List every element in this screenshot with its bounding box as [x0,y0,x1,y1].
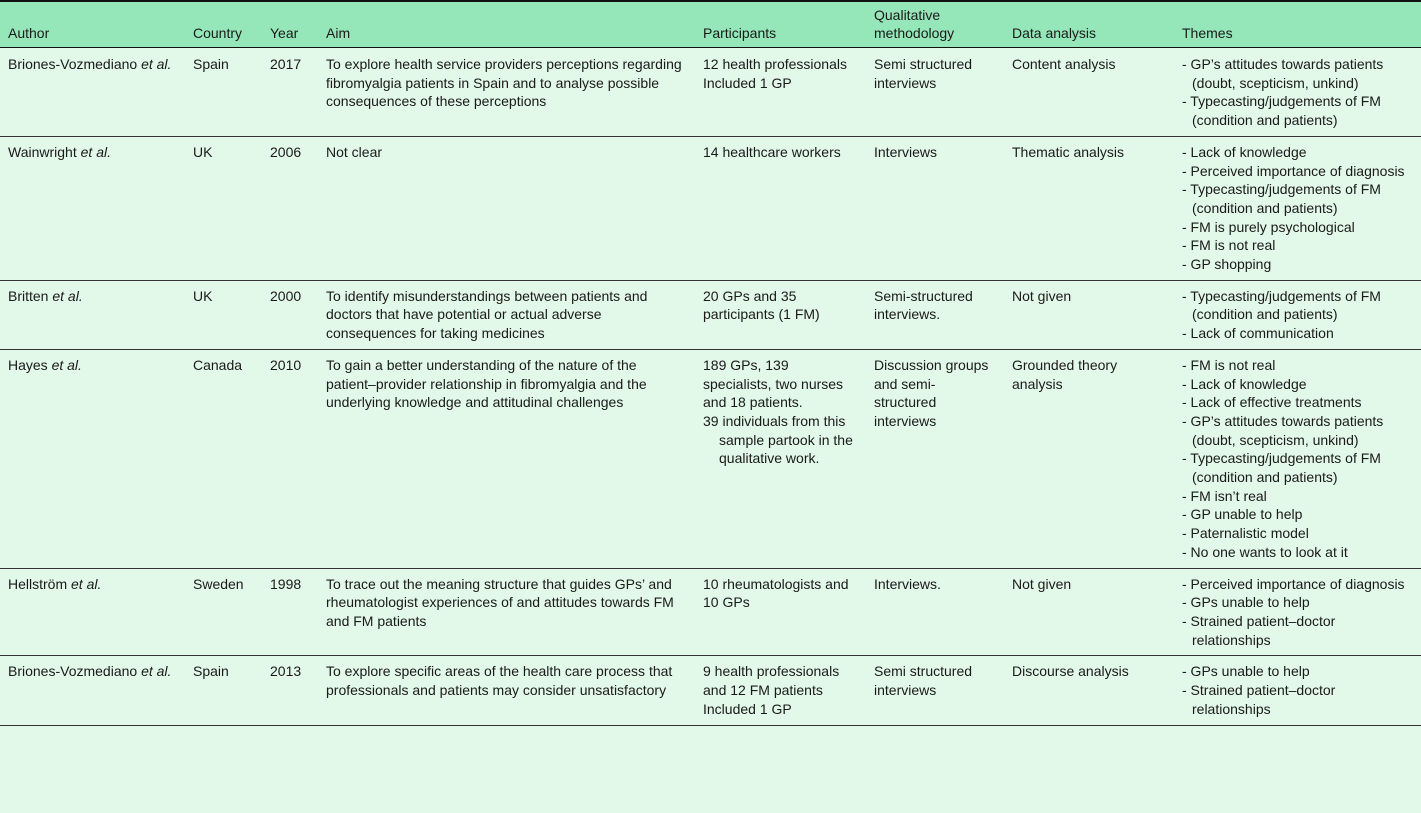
author-name: Wainwright [8,143,77,160]
cell-methodology: Discussion groups and semi-structured interviews [866,349,1004,568]
cell-themes [1174,656,1421,725]
theme-item: - Paternalistic model [1182,525,1309,542]
participants-line: 9 health professionals and 12 FM patients Included 1 GP [703,663,840,717]
cell-year: 2000 [262,280,318,349]
author-name: Britten [8,287,49,304]
table-row [0,656,1421,725]
cell-themes [1174,136,1421,280]
theme-item: - FM isn’t real [1182,487,1267,504]
theme-item: - Lack of knowledge [1182,143,1307,160]
theme-item: - Perceived importance of diagnosis [1182,162,1405,179]
participants-line: 20 GPs and 35 participants (1 FM) [703,287,820,323]
cell-country: UK [185,280,262,349]
theme-item: - GP’s attitudes towards patients (doubt, scepticism, unkind) [1182,56,1384,91]
cell-author [0,280,185,349]
cell-themes [1174,280,1421,349]
table-row [0,349,1421,568]
author-name: Hayes [8,356,48,373]
header-participants: Participants [695,1,866,48]
participants-line: 10 rheumatologists and 10 GPs [703,575,849,611]
cell-participants [695,48,866,137]
cell-participants [695,656,866,725]
theme-item: - GP unable to help [1182,506,1303,523]
header-themes: Themes [1174,1,1421,48]
cell-year: 2010 [262,349,318,568]
table-row [0,136,1421,280]
participants-line: 189 GPs, 139 specialists, two nurses and 18 patients. [703,356,844,411]
author-etal: et al. [141,56,172,72]
cell-country: Canada [185,349,262,568]
author-etal: et al. [80,143,111,160]
cell-participants [695,349,866,568]
cell-year: 1998 [262,568,318,656]
table-row [0,280,1421,349]
table-row [0,48,1421,137]
theme-item: - FM is not real [1182,237,1276,254]
cell-author [0,656,185,725]
cell-aim: To explore specific areas of the health care process that professionals and patients may consider unsatisfactory [318,656,695,725]
theme-item: - Perceived importance of diagnosis [1182,575,1405,592]
author-name: Hellström [8,575,68,592]
theme-item: - GPs unable to help [1182,663,1310,680]
participants-line: 12 health professionals Included 1 GP [703,56,847,91]
cell-aim: To trace out the meaning structure that guides GPs’ and rheumatologist experiences of and attitudes towards FM and FM patients [318,568,695,656]
header-row [0,1,1421,48]
cell-year: 2006 [262,136,318,280]
theme-item: - GP shopping [1182,256,1272,273]
header-analysis: Data analysis [1004,1,1174,48]
cell-country: UK [185,136,262,280]
participants-line: 39 individuals from this sample partook in the qualitative work. [703,412,853,467]
author-etal: et al. [141,663,172,680]
cell-themes [1174,349,1421,568]
theme-item: - Strained patient–doctor relationships [1182,612,1336,648]
cell-country: Spain [185,656,262,725]
cell-methodology: Semi structured interviews [866,48,1004,137]
cell-aim: To gain a better understanding of the nature of the patient–provider relationship in fibromyalgia and the underlying knowledge and attitudinal challenges [318,349,695,568]
cell-analysis: Content analysis [1004,48,1174,137]
cell-year: 2017 [262,48,318,137]
theme-item: - FM is purely psychological [1182,218,1355,235]
author-etal: et al. [51,356,82,373]
cell-analysis: Grounded theory analysis [1004,349,1174,568]
cell-country: Sweden [185,568,262,656]
cell-aim: Not clear [318,136,695,280]
header-aim: Aim [318,1,695,48]
cell-aim: To identify misunderstandings between patients and doctors that have potential or actual adverse consequences for taking medicines [318,280,695,349]
table-row [0,568,1421,656]
theme-item: - Lack of communication [1182,325,1334,342]
cell-analysis: Discourse analysis [1004,656,1174,725]
theme-item: - No one wants to look at it [1182,543,1348,560]
cell-participants [695,136,866,280]
theme-item: - FM is not real [1182,356,1276,373]
cell-author [0,349,185,568]
header-methodology: Qualitative methodology [866,1,1004,48]
cell-year: 2013 [262,656,318,725]
header-author: Author [0,1,185,48]
theme-item: - GP’s attitudes towards patients (doubt, scepticism, unkind) [1182,412,1384,448]
theme-item: - Typecasting/judgements of FM (condition and patients) [1182,450,1381,486]
author-name: Briones-Vozmediano [8,56,138,72]
cell-participants [695,568,866,656]
theme-item: - Typecasting/judgements of FM (condition and patients) [1182,287,1381,323]
cell-themes [1174,48,1421,137]
theme-item: - Typecasting/judgements of FM (condition and patients) [1182,93,1381,129]
header-year: Year [262,1,318,48]
author-etal: et al. [52,287,83,304]
author-etal: et al. [71,575,102,592]
theme-item: - Typecasting/judgements of FM (condition and patients) [1182,181,1381,216]
cell-author [0,48,185,137]
header-country: Country [185,1,262,48]
theme-item: - Lack of knowledge [1182,375,1307,392]
cell-analysis: Not given [1004,280,1174,349]
cell-aim: To explore health service providers perceptions regarding fibromyalgia patients in Spain and to analyse possible consequences of these perceptions [318,48,695,137]
participants-line: 14 healthcare workers [703,143,841,160]
theme-item: - GPs unable to help [1182,594,1310,611]
cell-methodology: Semi structured interviews [866,656,1004,725]
theme-item: - Lack of effective treatments [1182,394,1362,411]
cell-analysis: Not given [1004,568,1174,656]
cell-author [0,568,185,656]
cell-country: Spain [185,48,262,137]
theme-item: - Strained patient–doctor relationships [1182,682,1336,717]
cell-participants [695,280,866,349]
cell-methodology: Semi-structured interviews. [866,280,1004,349]
cell-methodology: Interviews. [866,568,1004,656]
author-name: Briones-Vozmediano [8,663,138,680]
cell-analysis: Thematic analysis [1004,136,1174,280]
cell-author [0,136,185,280]
cell-methodology: Interviews [866,136,1004,280]
cell-themes [1174,568,1421,656]
